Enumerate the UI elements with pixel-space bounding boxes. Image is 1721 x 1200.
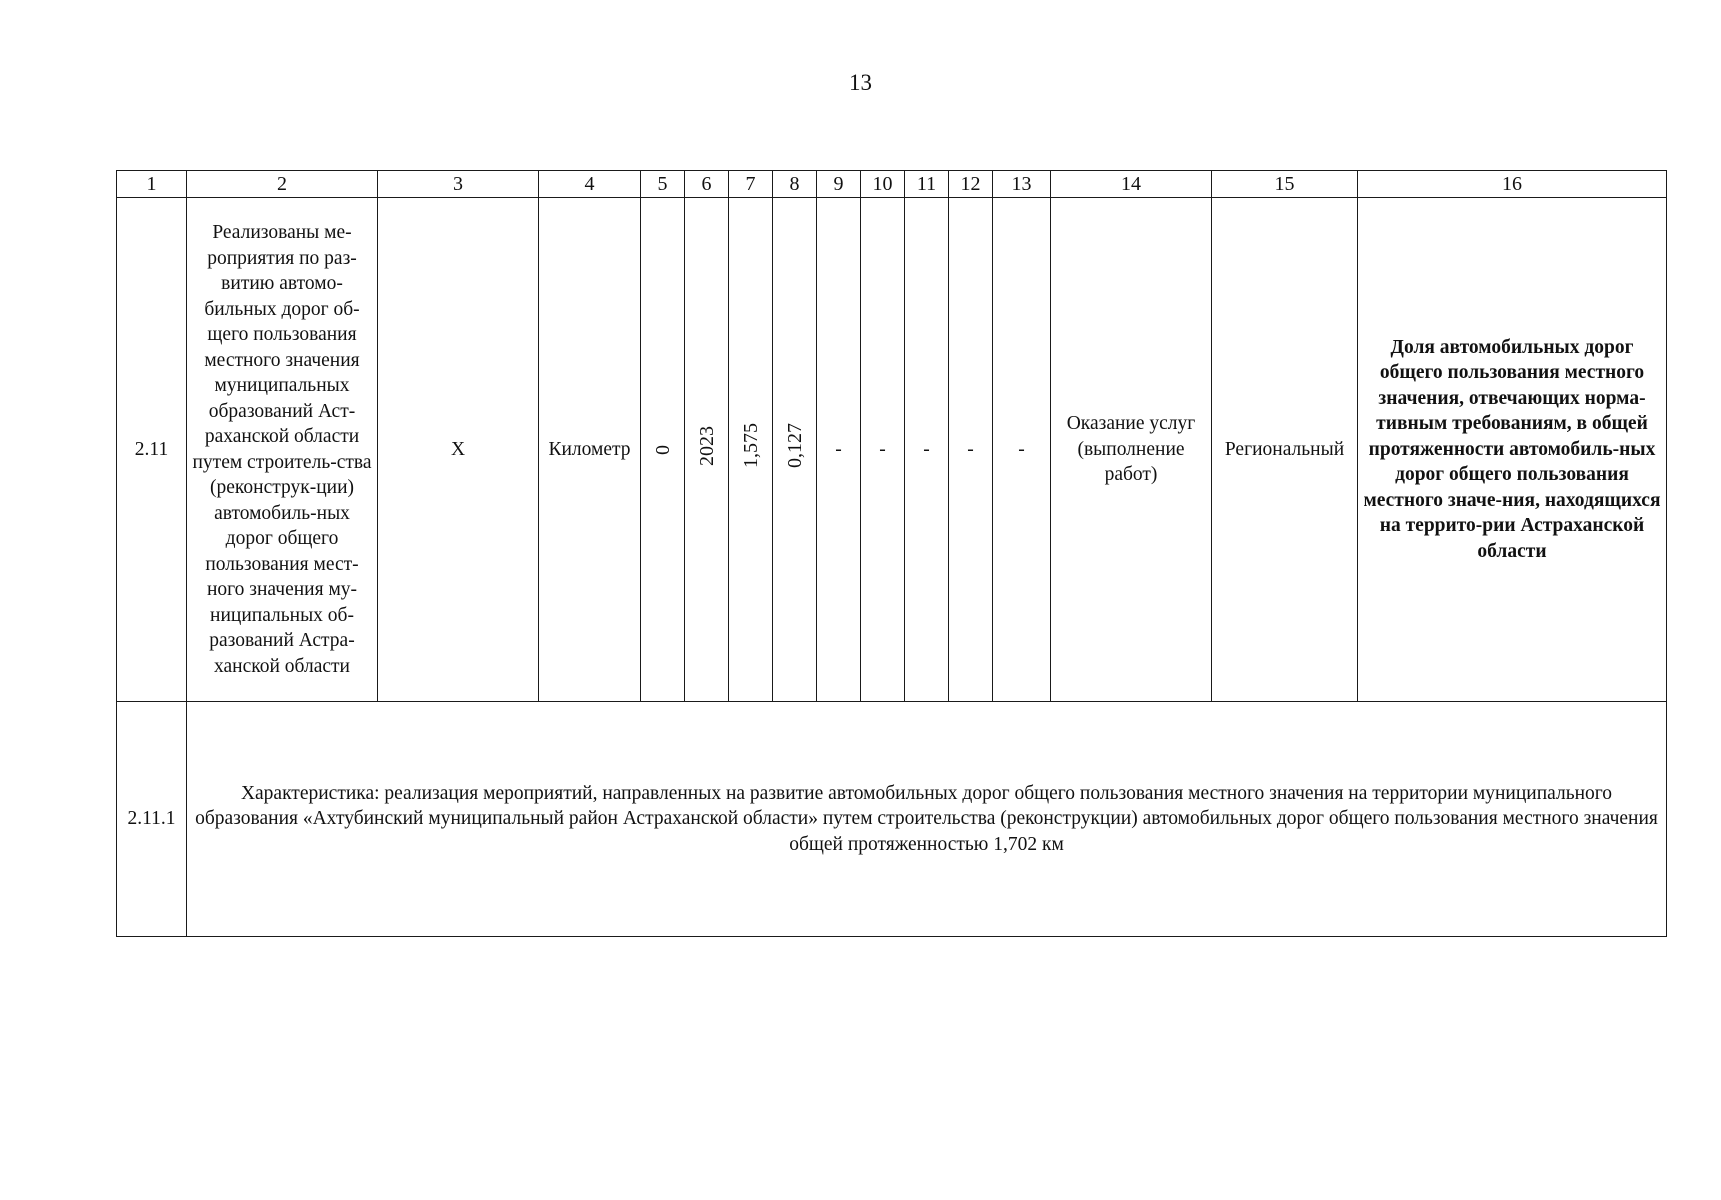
column-header: 9: [817, 171, 861, 198]
column-header: 5: [641, 171, 685, 198]
base-value: 0: [651, 444, 674, 455]
column-header: 11: [905, 171, 949, 198]
page-number: 13: [849, 70, 872, 95]
year-cell: [685, 198, 729, 702]
column-header: 8: [773, 171, 817, 198]
subrow-number: 2.11.1: [117, 702, 187, 937]
column-number-row: [117, 171, 1667, 198]
result-name: Реализованы ме-роприятия по раз-витию автомо-бильных дорог об-щего пользования местного значения муниципальных образований Аст-раханской области путем строитель-ства (реконструк-ции) автомобиль-ных дорог общего пользования мест-ного значения му-ниципальных об-разований Астра-ханской области: [187, 198, 378, 702]
column-header: 7: [729, 171, 773, 198]
characteristic-row: [117, 702, 1667, 937]
result-type: Оказание услуг (выполнение работ): [1051, 198, 1212, 702]
unit-cell: Километр: [539, 198, 641, 702]
value-col8: 0,127: [783, 423, 806, 469]
value-col12: -: [949, 198, 993, 702]
column-header: 15: [1212, 171, 1358, 198]
column-header: 4: [539, 171, 641, 198]
year: 2023: [695, 425, 718, 466]
base-value-cell: [641, 198, 685, 702]
value-col13: -: [993, 198, 1051, 702]
results-table: [116, 170, 1667, 937]
column-header: 10: [861, 171, 905, 198]
column-header: 2: [187, 171, 378, 198]
row-number: 2.11: [117, 198, 187, 702]
column-header: 3: [378, 171, 539, 198]
column-header: 6: [685, 171, 729, 198]
indicator-text: Доля автомобильных дорог общего пользования местного значения, отвечающих норма-тивным требованиям, в общей протяженности автомобиль-ных дорог общего пользования местного значе-ния, находящихся на террито-рии Астраханской области: [1358, 198, 1667, 702]
characteristic-text: Характеристика: реализация мероприятий, направленных на развитие автомобильных дорог общего пользования местного значения на территории муниципального образования «Ахтубинский муниципальный район Астраханской области» путем строительства (реконструкции) автомобильных дорог общего пользования местного значения общей протяженностью 1,702 км: [187, 702, 1667, 937]
value-col11: -: [905, 198, 949, 702]
result-level: Региональный: [1212, 198, 1358, 702]
value-col8-cell: [773, 198, 817, 702]
column-header: 1: [117, 171, 187, 198]
column-header: 16: [1358, 171, 1667, 198]
value-col7: 1,575: [739, 423, 762, 469]
table-row: [117, 198, 1667, 702]
value-col9: -: [817, 198, 861, 702]
col3-value: X: [378, 198, 539, 702]
column-header: 13: [993, 171, 1051, 198]
value-col10: -: [861, 198, 905, 702]
column-header: 14: [1051, 171, 1212, 198]
value-col7-cell: [729, 198, 773, 702]
column-header: 12: [949, 171, 993, 198]
